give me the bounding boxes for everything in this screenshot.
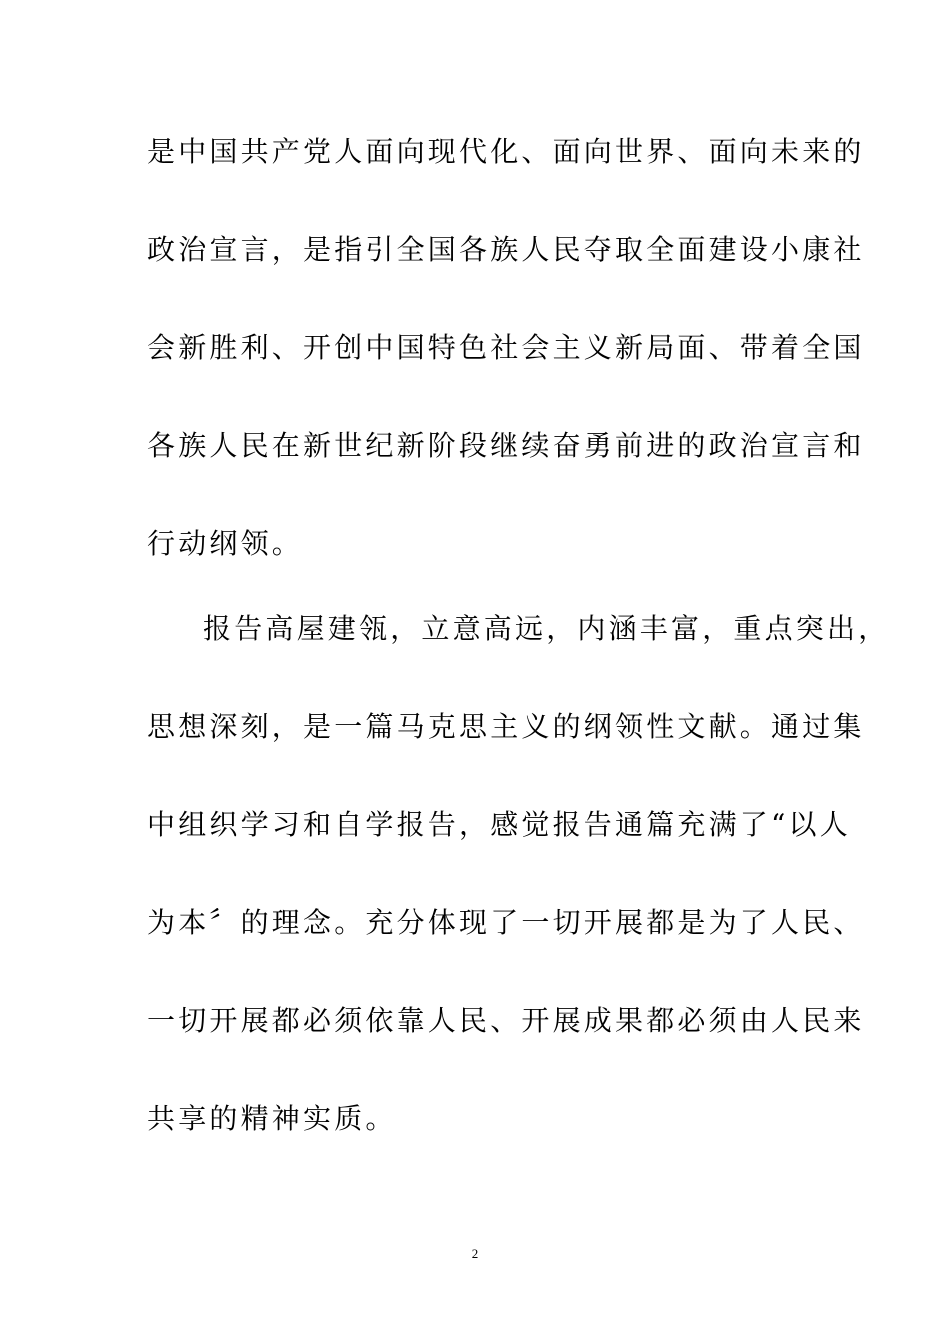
paragraph-line: 是中国共产党人面向现代化、面向世界、面向未来的 [147,135,865,168]
paragraph-line: 会新胜利、开创中国特色社会主义新局面、带着全国 [147,331,865,364]
paragraph-line: 共享的精神实质。 [147,1102,397,1135]
paragraph-line: 中组织学习和自学报告，感觉报告通篇充满了“以人 [147,808,851,841]
paragraph-line: 为本〞的理念。充分体现了一切开展都是为了人民、 [147,906,865,939]
paragraph-line: 行动纲领。 [147,527,304,560]
paragraph-line: 各族人民在新世纪新阶段继续奋勇前进的政治宣言和 [147,429,865,462]
paragraph-line: 一切开展都必须依靠人民、开展成果都必须由人民来 [147,1004,865,1037]
paragraph-line: 政治宣言，是指引全国各族人民夺取全面建设小康社 [147,233,865,266]
paragraph-line: 思想深刻，是一篇马克思主义的纲领性文献。通过集 [147,710,865,743]
paragraph-line: 报告高屋建瓴，立意高远，内涵丰富，重点突出， [203,612,890,645]
page-number: 2 [471,1246,479,1261]
